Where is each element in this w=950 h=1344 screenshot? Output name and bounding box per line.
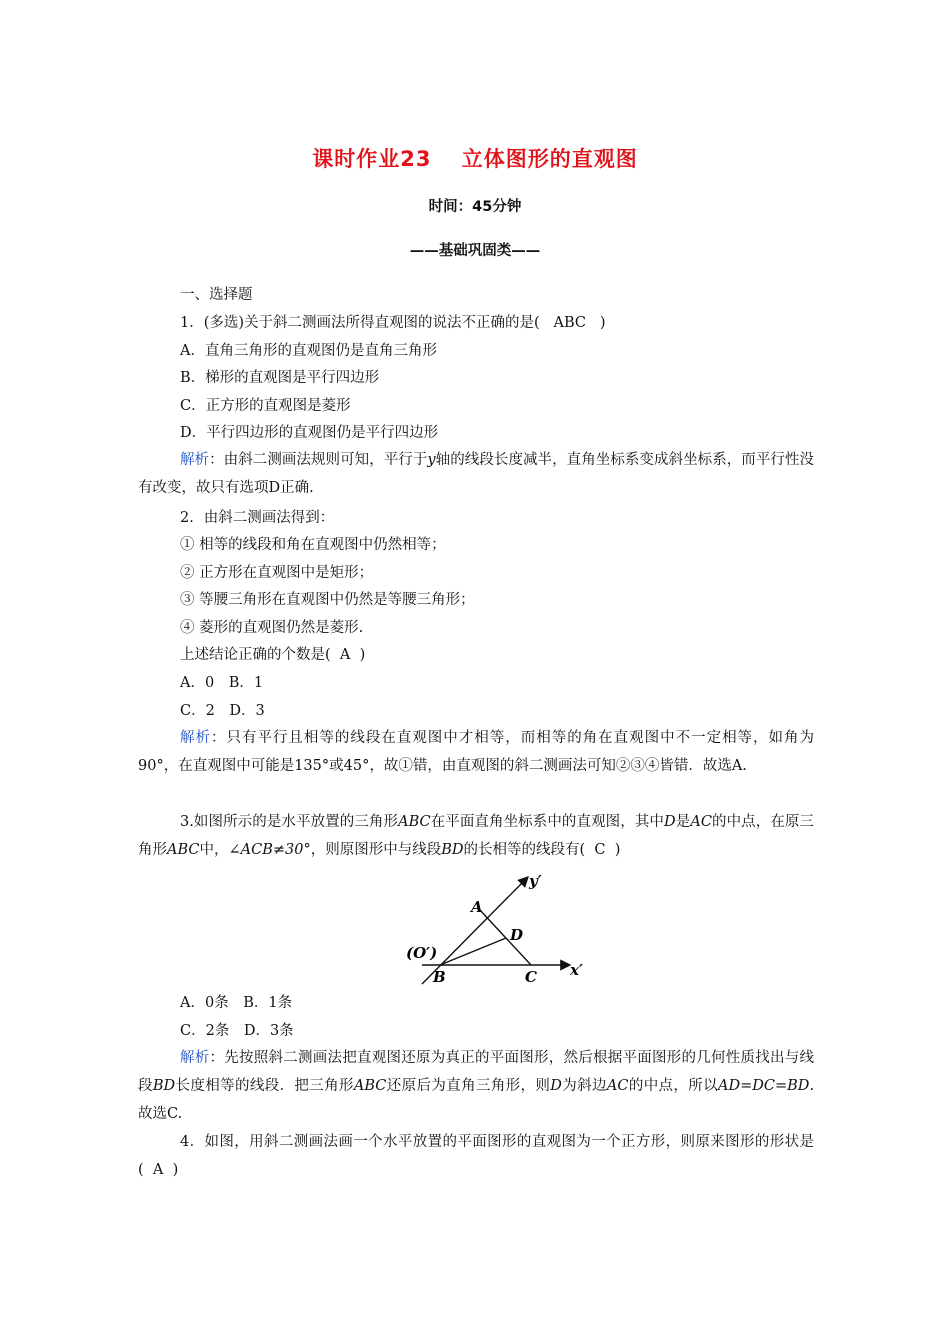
q3-jiexi-label: 解析 — [180, 1050, 210, 1066]
q1-analysis-var: y — [427, 452, 436, 468]
q3-analysis — [138, 1044, 814, 1128]
q3-stem-b: 在平面直角坐标系中的直观图，其中 — [430, 814, 665, 830]
label-d: D — [510, 926, 524, 944]
q2-stem: 2．由斜二测画法得到： — [180, 510, 335, 526]
q3-bd: BD — [441, 842, 464, 858]
q3-analysis-bd: BD — [152, 1078, 176, 1094]
q2-options-row-2: C．2 D．3 — [180, 703, 265, 719]
q1-option-d: D．平行四边形的直观图仍是平行四边形 — [180, 425, 439, 441]
q2-analysis — [138, 724, 814, 780]
label-c: C — [525, 968, 537, 986]
q1-close: ) — [599, 315, 606, 331]
segment-bd — [440, 938, 506, 965]
q3-analysis-a: ：先按照斜二测画法把直观图还原为真正的平面图形，然后根据平面图形的几何性质找出与线段 — [138, 1050, 814, 1094]
q2-question — [180, 645, 365, 665]
q2-question-text: 上述结论正确的个数是( — [180, 647, 331, 663]
q3-analysis-ac: AC — [606, 1078, 629, 1094]
q2-close: ) — [359, 647, 366, 663]
q1-option-b: B．梯形的直观图是平行四边形 — [180, 370, 380, 386]
section-heading: ——基础巩固类—— — [409, 243, 541, 259]
q4-answer: A — [152, 1162, 164, 1178]
q3-abc: ABC — [398, 814, 431, 830]
segment-ac — [479, 909, 531, 965]
q3-stem-d: 的中点，在原三角形 — [138, 814, 815, 858]
q3-d: D — [664, 814, 676, 830]
q2-item-4: ④ 菱形的直观图仍然是菱形. — [180, 620, 364, 636]
q2-jiexi-label: 解析 — [180, 730, 211, 746]
q3-options-row-1: A．0条 B．1条 — [180, 995, 293, 1011]
q2-item-1: ① 相等的线段和角在直观图中仍然相等； — [180, 537, 446, 553]
q3-analysis-c: 还原后为直角三角形，则 — [386, 1078, 551, 1094]
q3-analysis-f: . 故选C. — [138, 1078, 815, 1122]
q2-item-2: ② 正方形在直观图中是矩形； — [180, 565, 374, 581]
q3-angle: ∠ACB≠30° — [228, 842, 311, 858]
label-y: y′ — [529, 872, 542, 890]
q3-stem — [138, 808, 814, 864]
q1-analysis-b: 轴的线段长度减半，直角坐标系变成斜坐标系，而平行性没有改变，故只有选项D正确. — [138, 452, 815, 496]
part-heading: 一、选择题 — [180, 287, 253, 303]
label-b: B — [433, 968, 446, 986]
q3-analysis-e: 的中点，所以 — [628, 1078, 719, 1094]
q3-analysis-eq: AD=DC=BD — [718, 1078, 810, 1094]
q2-analysis-text: ：只有平行且相等的线段在直观图中才相等，而相等的角在直观图中不一定相等，如角为90°，在直观图中可能是135°或45°，故①错，由直观图的斜二测画法可知②③④皆错．故选A. — [138, 730, 815, 774]
q3-analysis-d-text: 为斜边 — [561, 1078, 607, 1094]
q1-stem-text: 1．(多选)关于斜二测画法所得直观图的说法不正确的是( — [180, 315, 540, 331]
q3-answer: C — [594, 842, 606, 858]
q1-analysis — [138, 446, 814, 502]
q1-option-a: A．直角三角形的直观图仍是直角三角形 — [180, 343, 437, 359]
q1-analysis-a: ：由斜二测画法规则可知，平行于 — [209, 452, 428, 468]
page-title: 课时作业23 立体图形的直观图 — [312, 147, 638, 171]
label-x: x′ — [570, 961, 583, 979]
q3-analysis-abc: ABC — [353, 1078, 387, 1094]
q4-close: ) — [172, 1162, 179, 1178]
q3-close: ) — [614, 842, 621, 858]
q3-figure — [400, 866, 600, 990]
q1-jiexi-label: 解析 — [180, 452, 210, 468]
q3-stem-e: 中， — [199, 842, 229, 858]
q2-options-row-1: A．0 B．1 — [180, 675, 264, 691]
q3-analysis-b: 长度相等的线段．把三角形 — [175, 1078, 354, 1094]
time-limit: 时间：45分钟 — [428, 199, 522, 215]
q1-stem — [180, 313, 606, 333]
q3-stem-g: 的长相等的线段有( — [463, 842, 586, 858]
q2-answer: A — [339, 647, 351, 663]
q3-ac: AC — [690, 814, 712, 830]
label-o: (O′) — [406, 944, 438, 962]
q3-analysis-d: D — [550, 1078, 562, 1094]
q3-abc-2: ABC — [167, 842, 200, 858]
q1-answer: ABC — [553, 315, 587, 331]
q4-stem — [138, 1128, 814, 1184]
q2-item-3: ③ 等腰三角形在直观图中仍然是等腰三角形； — [180, 592, 475, 608]
label-a: A — [471, 898, 483, 916]
q3-options-row-2: C．2条 D．3条 — [180, 1023, 294, 1039]
q4-stem-text: 4．如图，用斜二测画法画一个水平放置的平面图形的直观图为一个正方形，则原来图形的形状是( — [138, 1134, 814, 1178]
q1-option-c: C．正方形的直观图是菱形 — [180, 398, 351, 414]
q3-stem-c: 是 — [675, 814, 691, 830]
q3-stem-a: 3.如图所示的是水平放置的三角形 — [180, 814, 399, 830]
q3-stem-f: ，则原图形中与线段 — [310, 842, 442, 858]
